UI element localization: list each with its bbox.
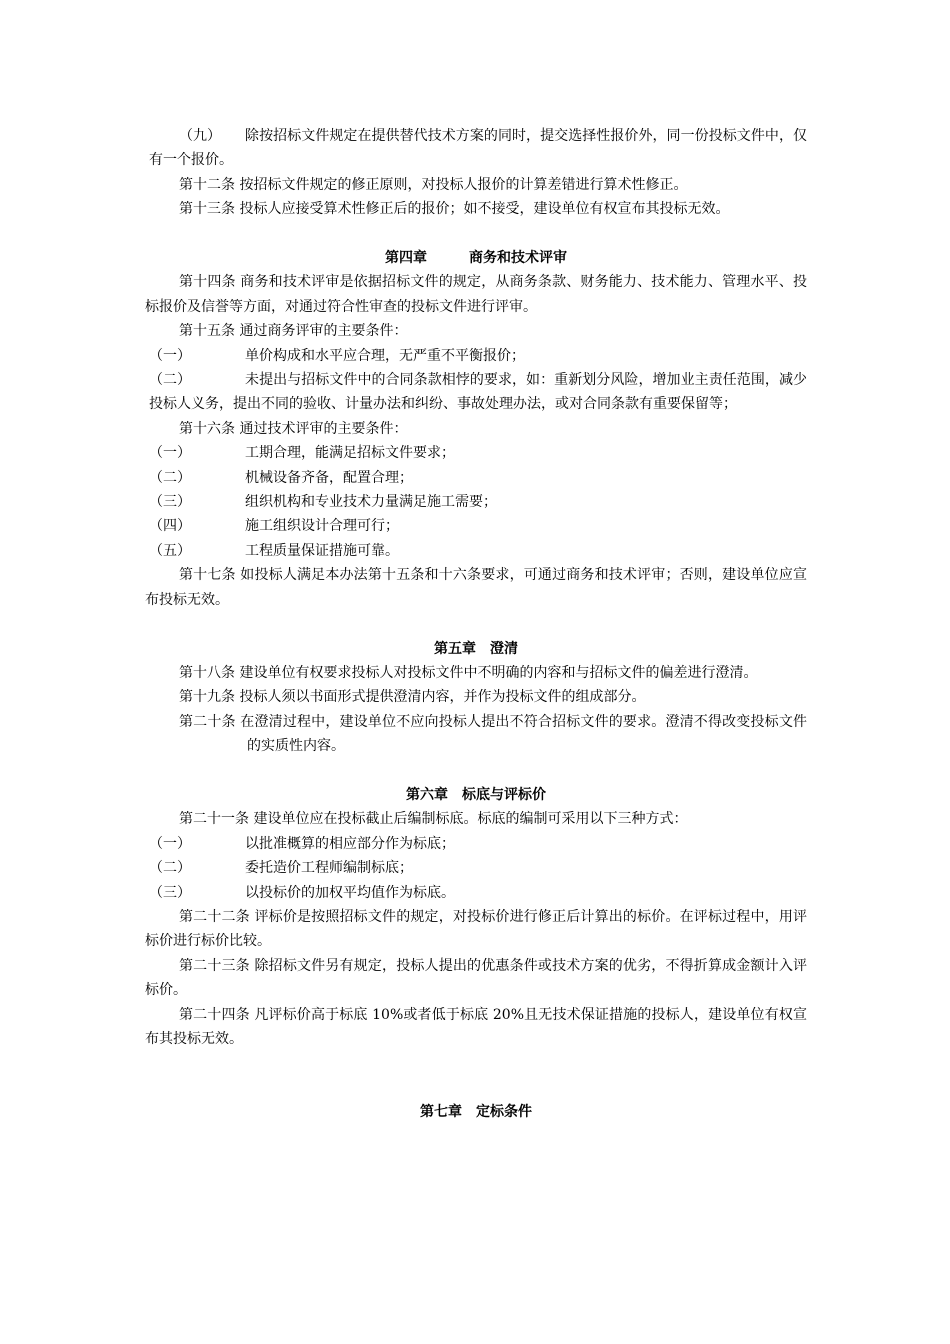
chapter-4-title: 第四章 商务和技术评审 (385, 250, 567, 267)
list-item (145, 368, 807, 417)
article-15: 第十五条 通过商务评审的主要条件： (179, 323, 408, 340)
list-item (145, 539, 807, 563)
item-text: 工程质量保证措施可靠。 (245, 542, 399, 559)
list-item (145, 881, 807, 905)
chapter-6-title: 第六章 标底与评标价 (406, 786, 546, 803)
item-text: 机械设备齐备，配置合理； (245, 469, 413, 486)
list-item (145, 441, 807, 465)
item-text: 以投标价的加权平均值作为标底。 (245, 884, 455, 901)
item-text: 组织机构和专业技术力量满足施工需要； (245, 494, 497, 511)
item-text: 施工组织设计合理可行； (245, 518, 399, 535)
item-text: 未提出与招标文件中的合同条款相悖的要求，如：重新划分风险，增加业主责任范围，减少投标人义务，提出不同的验收、计量办法和纠纷、事故处理办法，或对合同条款有重要保留等； (149, 372, 807, 413)
item-number: （三） (149, 884, 191, 901)
article-16: 第十六条 通过技术评审的主要条件： (179, 420, 408, 437)
item-number: （九） (179, 128, 221, 144)
item-number: （四） (149, 518, 191, 535)
article-24: 第二十四条 凡评标价高于标底 10%或者低于标底 20%且无技术保证措施的投标人，建设单位有权宣布其投标无效。 (145, 1006, 807, 1047)
chapter-7-title: 第七章 定标条件 (420, 1104, 532, 1121)
article-17: 第十七条 如投标人满足本办法第十五条和十六条要求，可通过商务和技术评审；否则，建设单位应宣布投标无效。 (145, 567, 807, 608)
article-19: 第十九条 投标人须以书面形式提供澄清内容，并作为投标文件的组成部分。 (179, 689, 646, 706)
item-number: （二） (149, 372, 191, 389)
list-item (145, 832, 807, 856)
item-text: 以批准概算的相应部分作为标底； (245, 835, 455, 852)
item-text: 工期合理，能满足招标文件要求； (245, 445, 455, 462)
item-text: 除按招标文件规定在提供替代技术方案的同时，提交选择性报价外，同一份投标文件中，仅有一个报价。 (149, 128, 807, 169)
list-item (145, 466, 807, 490)
article-22: 第二十二条 评标价是按照招标文件的规定，对投标价进行修正后计算出的标价。在评标过程中，用评标价进行标价比较。 (145, 908, 807, 950)
item-number: （二） (149, 860, 191, 877)
list-item (145, 490, 807, 514)
item-number: （一） (149, 445, 191, 462)
item-number: （三） (149, 494, 191, 511)
list-item (145, 344, 807, 368)
article-18: 第十八条 建设单位有权要求投标人对投标文件中不明确的内容和与招标文件的偏差进行澄清。 (179, 664, 758, 681)
article-13: 第十三条 投标人应接受算术性修正后的报价；如不接受，建设单位有权宣布其投标无效。 (179, 201, 730, 218)
item-text: 委托造价工程师编制标底； (245, 860, 413, 877)
item-number: （一） (149, 347, 191, 364)
chapter-5-title: 第五章 澄清 (434, 640, 518, 657)
article-21: 第二十一条 建设单位应在投标截止后编制标底。标底的编制可采用以下三种方式： (179, 811, 688, 828)
item-number: （二） (149, 469, 191, 486)
item-number: （一） (149, 835, 191, 852)
article-12: 第十二条 按招标文件规定的修正原则，对投标人报价的计算差错进行算术性修正。 (179, 176, 688, 193)
item-number: （五） (149, 542, 191, 559)
list-item (145, 856, 807, 880)
article-14: 第十四条 商务和技术评审是依据招标文件的规定，从商务条款、财务能力、技术能力、管理水平、投标报价及信誉等方面，对通过符合性审查的投标文件进行评审。 (145, 274, 807, 315)
article-20: 第二十条 在澄清过程中，建设单位不应向投标人提出不符合招标文件的要求。澄清不得改变投标文件的实质性内容。 (179, 713, 807, 755)
document-body (145, 124, 807, 1125)
list-item (145, 124, 807, 173)
item-text: 单价构成和水平应合理，无严重不平衡报价； (245, 347, 525, 364)
list-item (145, 514, 807, 538)
article-23: 第二十三条 除招标文件另有规定，投标人提出的优惠条件或技术方案的优劣，不得折算成金额计入评标价。 (145, 957, 807, 999)
